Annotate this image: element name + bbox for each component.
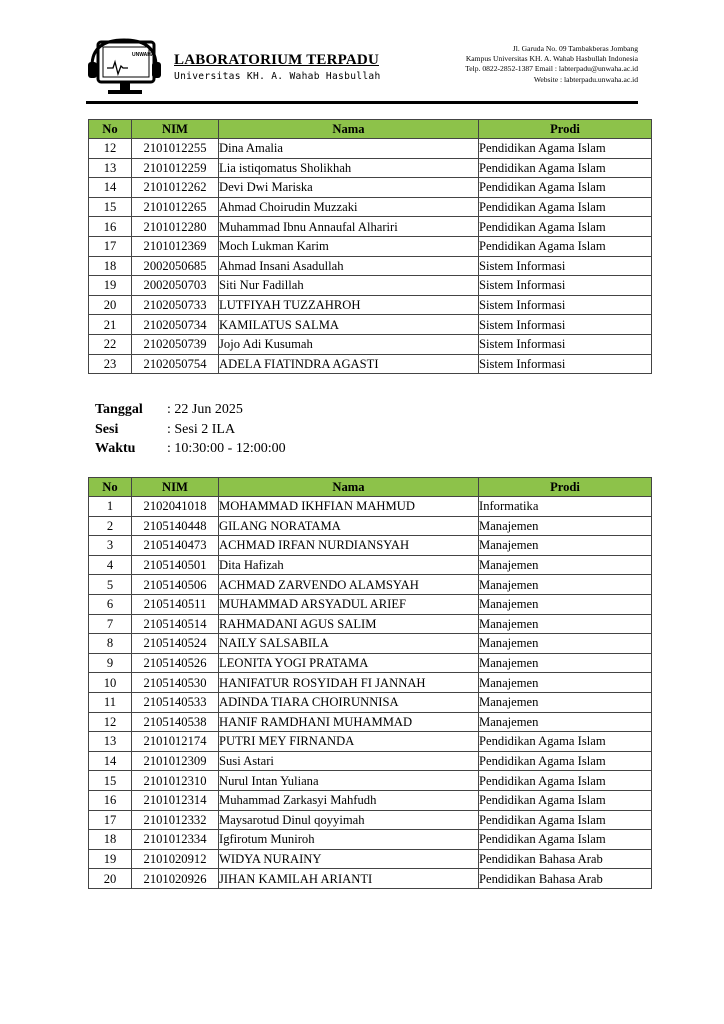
cell-prodi: Manajemen	[479, 712, 652, 732]
cell-nim: 2102050739	[132, 334, 219, 354]
cell-no: 16	[89, 790, 132, 810]
cell-nim: 2102050754	[132, 354, 219, 374]
table-row	[89, 614, 652, 634]
cell-nim: 2105140448	[132, 516, 219, 536]
cell-nim: 2101012332	[132, 810, 219, 830]
cell-prodi: Informatika	[479, 497, 652, 517]
cell-nim: 2101012259	[132, 158, 219, 178]
letterhead	[86, 36, 638, 102]
table-row	[89, 634, 652, 654]
table-row	[89, 536, 652, 556]
sesi-row	[95, 420, 286, 440]
cell-no: 15	[89, 771, 132, 791]
table-row	[89, 315, 652, 335]
header-prodi: Prodi	[479, 120, 652, 139]
cell-nama: Muhammad Zarkasyi Mahfudh	[219, 790, 479, 810]
cell-prodi: Manajemen	[479, 634, 652, 654]
cell-nim: 2101012265	[132, 197, 219, 217]
cell-prodi: Pendidikan Agama Islam	[479, 217, 652, 237]
cell-no: 13	[89, 732, 132, 752]
cell-no: 6	[89, 594, 132, 614]
cell-prodi: Pendidikan Agama Islam	[479, 751, 652, 771]
cell-nim: 2101020926	[132, 869, 219, 889]
cell-no: 13	[89, 158, 132, 178]
logo-text: UNWAHA	[132, 52, 155, 58]
table-row	[89, 158, 652, 178]
table-row	[89, 751, 652, 771]
cell-prodi: Pendidikan Agama Islam	[479, 236, 652, 256]
cell-nim: 2101012309	[132, 751, 219, 771]
cell-nama: GILANG NORATAMA	[219, 516, 479, 536]
cell-nama: PUTRI MEY FIRNANDA	[219, 732, 479, 752]
cell-nama: ACHMAD ZARVENDO ALAMSYAH	[219, 575, 479, 595]
table-row	[89, 497, 652, 517]
cell-prodi: Manajemen	[479, 555, 652, 575]
tanggal-label: Tanggal	[95, 402, 143, 417]
cell-nim: 2105140501	[132, 555, 219, 575]
table-row	[89, 712, 652, 732]
table-row	[89, 594, 652, 614]
cell-no: 17	[89, 810, 132, 830]
cell-nim: 2105140514	[132, 614, 219, 634]
contact-info	[465, 44, 638, 85]
cell-no: 19	[89, 276, 132, 296]
cell-prodi: Manajemen	[479, 692, 652, 712]
contact-website: Website : labterpadu.unwaha.ac.id	[533, 74, 638, 84]
cell-prodi: Manajemen	[479, 536, 652, 556]
cell-no: 9	[89, 653, 132, 673]
cell-nama: LUTFIYAH TUZZAHROH	[219, 295, 479, 315]
table-row	[89, 197, 652, 217]
cell-prodi: Manajemen	[479, 614, 652, 634]
cell-nama: MUHAMMAD ARSYADUL ARIEF	[219, 594, 479, 614]
cell-nim: 2101012255	[132, 139, 219, 159]
cell-nim: 2101012334	[132, 830, 219, 850]
cell-nim: 2105140538	[132, 712, 219, 732]
waktu-label: Waktu	[95, 441, 136, 456]
cell-prodi: Pendidikan Bahasa Arab	[479, 869, 652, 889]
table-row	[89, 139, 652, 159]
cell-nama: Nurul Intan Yuliana	[219, 771, 479, 791]
cell-nama: HANIFATUR ROSYIDAH FI JANNAH	[219, 673, 479, 693]
cell-no: 15	[89, 197, 132, 217]
table-row	[89, 732, 652, 752]
cell-no: 14	[89, 751, 132, 771]
cell-prodi: Manajemen	[479, 653, 652, 673]
sesi-label: Sesi	[95, 421, 119, 437]
sesi-value: : Sesi 2 ILA	[167, 421, 236, 437]
cell-nama: KAMILATUS SALMA	[219, 315, 479, 335]
header-no: No	[89, 478, 132, 497]
cell-nama: Siti Nur Fadillah	[219, 276, 479, 296]
cell-prodi: Pendidikan Agama Islam	[479, 830, 652, 850]
cell-nama: JIHAN KAMILAH ARIANTI	[219, 869, 479, 889]
cell-nama: Jojo Adi Kusumah	[219, 334, 479, 354]
cell-nama: ACHMAD IRFAN NURDIANSYAH	[219, 536, 479, 556]
cell-nama: Ahmad Choirudin Muzzaki	[219, 197, 479, 217]
cell-prodi: Pendidikan Agama Islam	[479, 178, 652, 198]
org-subtitle: Universitas KH. A. Wahab Hasbullah	[174, 71, 381, 82]
waktu-value: : 10:30:00 - 12:00:00	[167, 441, 286, 456]
cell-nim: 2105140526	[132, 653, 219, 673]
waktu-row	[95, 439, 286, 459]
cell-nama: Dina Amalia	[219, 139, 479, 159]
cell-nim: 2002050685	[132, 256, 219, 276]
cell-nama: Ahmad Insani Asadullah	[219, 256, 479, 276]
cell-prodi: Sistem Informasi	[479, 334, 652, 354]
cell-nama: HANIF RAMDHANI MUHAMMAD	[219, 712, 479, 732]
table-row	[89, 295, 652, 315]
cell-no: 1	[89, 497, 132, 517]
lab-computer-logo-icon	[86, 36, 164, 98]
contact-campus: Kampus Universitas KH. A. Wahab Hasbullah Indonesia	[465, 54, 638, 64]
header-nim: NIM	[132, 120, 219, 139]
cell-no: 8	[89, 634, 132, 654]
cell-prodi: Sistem Informasi	[479, 276, 652, 296]
table-row	[89, 810, 652, 830]
tanggal-row	[95, 400, 286, 420]
cell-prodi: Pendidikan Bahasa Arab	[479, 849, 652, 869]
cell-nim: 2102050734	[132, 315, 219, 335]
cell-nim: 2101012314	[132, 790, 219, 810]
cell-nama: ADELA FIATINDRA AGASTI	[219, 354, 479, 374]
table-row	[89, 354, 652, 374]
cell-nama: Devi Dwi Mariska	[219, 178, 479, 198]
cell-no: 4	[89, 555, 132, 575]
header-prodi: Prodi	[479, 478, 652, 497]
cell-nim: 2101012310	[132, 771, 219, 791]
cell-prodi: Sistem Informasi	[479, 315, 652, 335]
header-no: No	[89, 120, 132, 139]
organization-block	[174, 52, 381, 82]
cell-prodi: Pendidikan Agama Islam	[479, 197, 652, 217]
cell-no: 7	[89, 614, 132, 634]
cell-no: 19	[89, 849, 132, 869]
contact-phone-email: Telp. 0822-2852-1387 Email : labterpadu@unwaha.ac.id	[465, 64, 638, 74]
table-row	[89, 771, 652, 791]
header-divider	[86, 101, 638, 104]
header-nama: Nama	[219, 478, 479, 497]
cell-no: 18	[89, 256, 132, 276]
table-row	[89, 178, 652, 198]
cell-no: 17	[89, 236, 132, 256]
table-row	[89, 276, 652, 296]
cell-nama: NAILY SALSABILA	[219, 634, 479, 654]
cell-prodi: Sistem Informasi	[479, 256, 652, 276]
table-row	[89, 217, 652, 237]
cell-nama: ADINDA TIARA CHOIRUNNISA	[219, 692, 479, 712]
cell-prodi: Pendidikan Agama Islam	[479, 810, 652, 830]
session-info	[95, 400, 286, 459]
cell-nama: LEONITA YOGI PRATAMA	[219, 653, 479, 673]
cell-no: 20	[89, 295, 132, 315]
cell-prodi: Manajemen	[479, 575, 652, 595]
cell-nim: 2105140511	[132, 594, 219, 614]
cell-prodi: Pendidikan Agama Islam	[479, 771, 652, 791]
cell-no: 20	[89, 869, 132, 889]
cell-no: 3	[89, 536, 132, 556]
table-row	[89, 334, 652, 354]
cell-nim: 2105140473	[132, 536, 219, 556]
cell-no: 21	[89, 315, 132, 335]
table-row	[89, 869, 652, 889]
cell-prodi: Manajemen	[479, 594, 652, 614]
table-row	[89, 236, 652, 256]
contact-address: Jl. Garuda No. 09 Tambakberas Jombang	[512, 44, 638, 53]
cell-nim: 2105140533	[132, 692, 219, 712]
cell-no: 14	[89, 178, 132, 198]
cell-nama: Dita Hafizah	[219, 555, 479, 575]
cell-prodi: Manajemen	[479, 516, 652, 536]
cell-nim: 2102041018	[132, 497, 219, 517]
table-row	[89, 555, 652, 575]
participant-table-2	[88, 477, 652, 889]
table-row	[89, 575, 652, 595]
cell-nim: 2102050733	[132, 295, 219, 315]
table-row	[89, 849, 652, 869]
cell-no: 18	[89, 830, 132, 850]
cell-nim: 2101012262	[132, 178, 219, 198]
cell-no: 16	[89, 217, 132, 237]
cell-prodi: Pendidikan Agama Islam	[479, 158, 652, 178]
table-row	[89, 653, 652, 673]
cell-nim: 2101012280	[132, 217, 219, 237]
cell-no: 12	[89, 712, 132, 732]
cell-no: 11	[89, 692, 132, 712]
table-row	[89, 830, 652, 850]
cell-nim: 2101020912	[132, 849, 219, 869]
cell-no: 5	[89, 575, 132, 595]
cell-nama: MOHAMMAD IKHFIAN MAHMUD	[219, 497, 479, 517]
table-row	[89, 790, 652, 810]
cell-nama: Maysarotud Dinul qoyyimah	[219, 810, 479, 830]
header-nama: Nama	[219, 120, 479, 139]
cell-no: 22	[89, 334, 132, 354]
cell-nama: WIDYA NURAINY	[219, 849, 479, 869]
cell-no: 23	[89, 354, 132, 374]
table-header-row	[89, 478, 652, 497]
cell-nama: Igfirotum Muniroh	[219, 830, 479, 850]
cell-nama: Muhammad Ibnu Annaufal Alhariri	[219, 217, 479, 237]
table-header-row	[89, 120, 652, 139]
cell-nama: Lia istiqomatus Sholikhah	[219, 158, 479, 178]
cell-no: 2	[89, 516, 132, 536]
cell-nim: 2101012369	[132, 236, 219, 256]
cell-prodi: Pendidikan Agama Islam	[479, 732, 652, 752]
org-title: LABORATORIUM TERPADU	[174, 52, 379, 68]
cell-nim: 2002050703	[132, 276, 219, 296]
cell-nama: Susi Astari	[219, 751, 479, 771]
participant-table-1	[88, 119, 652, 374]
table-row	[89, 516, 652, 536]
cell-nim: 2105140530	[132, 673, 219, 693]
cell-prodi: Sistem Informasi	[479, 295, 652, 315]
cell-prodi: Pendidikan Agama Islam	[479, 790, 652, 810]
table-row	[89, 692, 652, 712]
cell-prodi: Manajemen	[479, 673, 652, 693]
cell-nim: 2101012174	[132, 732, 219, 752]
header-nim: NIM	[132, 478, 219, 497]
cell-no: 10	[89, 673, 132, 693]
cell-prodi: Pendidikan Agama Islam	[479, 139, 652, 159]
cell-no: 12	[89, 139, 132, 159]
table-row	[89, 673, 652, 693]
cell-nama: RAHMADANI AGUS SALIM	[219, 614, 479, 634]
cell-nama: Moch Lukman Karim	[219, 236, 479, 256]
cell-nim: 2105140506	[132, 575, 219, 595]
cell-prodi: Sistem Informasi	[479, 354, 652, 374]
tanggal-value: : 22 Jun 2025	[167, 402, 243, 417]
cell-nim: 2105140524	[132, 634, 219, 654]
table-row	[89, 256, 652, 276]
